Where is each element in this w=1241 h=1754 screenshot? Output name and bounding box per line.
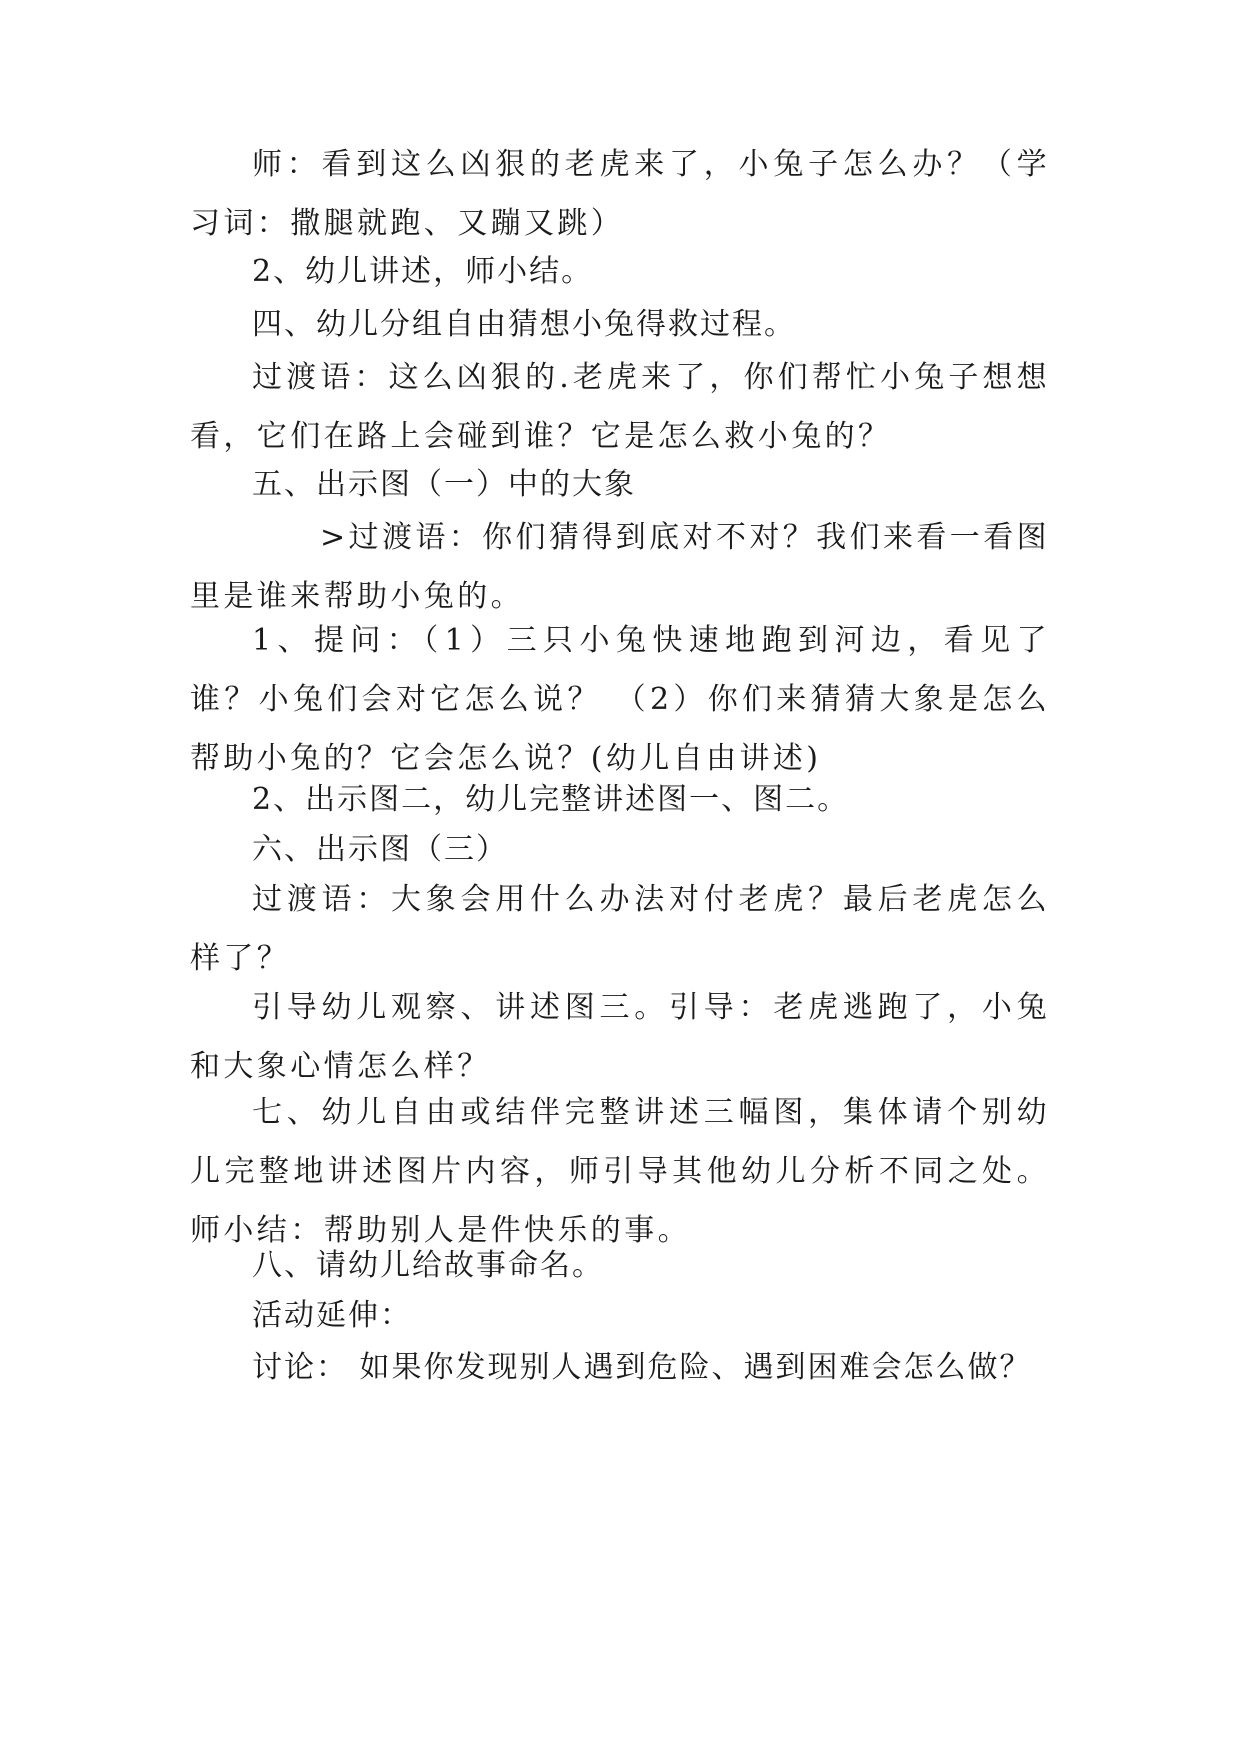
paragraph-show-picture-two: 2、出示图二，幼儿完整讲述图一、图二。 (252, 782, 850, 817)
paragraph-guide-observe: 引导幼儿观察、讲述图三。引导：老虎逃跑了，小兔和大象心情怎么样？ (190, 990, 1050, 1084)
paragraph-child-narrate: 2、幼儿讲述，师小结。 (252, 254, 594, 289)
paragraph-discussion: 讨论： 如果你发现别人遇到危险、遇到困难会怎么做？ (252, 1350, 1032, 1385)
paragraph-section-five: 五、出示图（一）中的大象 (252, 467, 636, 502)
paragraph-section-six: 六、出示图（三） (252, 832, 508, 867)
paragraph-section-seven: 七、幼儿自由或结伴完整讲述三幅图，集体请个别幼儿完整地讲述图片内容，师引导其他幼儿分析不同之处。师小结：帮助别人是件快乐的事。 (190, 1095, 1050, 1248)
paragraph-section-four: 四、幼儿分组自由猜想小兔得救过程。 (252, 307, 796, 342)
paragraph-transition-two: >过渡语：你们猜得到底对不对？我们来看一看图里是谁来帮助小兔的。 (190, 520, 1050, 614)
paragraph-activity-extension: 活动延伸： (252, 1298, 412, 1333)
paragraph-section-eight: 八、请幼儿给故事命名。 (252, 1248, 604, 1283)
paragraph-transition-three: 过渡语：大象会用什么办法对付老虎？最后老虎怎么样了？ (190, 882, 1050, 976)
paragraph-teacher-question: 师：看到这么凶狠的老虎来了，小兔子怎么办？（学习词：撒腿就跑、又蹦又跳） (190, 147, 1050, 241)
paragraph-transition-one: 过渡语：这么凶狠的.老虎来了，你们帮忙小兔子想想看，它们在路上会碰到谁？它是怎么救小兔的？ (190, 360, 1050, 454)
paragraph-questions: 1、提问：（1）三只小兔快速地跑到河边，看见了谁？小兔们会对它怎么说？ （2）你们来猜猜大象是怎么帮助小兔的？它会怎么说？(幼儿自由讲述) (190, 623, 1050, 776)
